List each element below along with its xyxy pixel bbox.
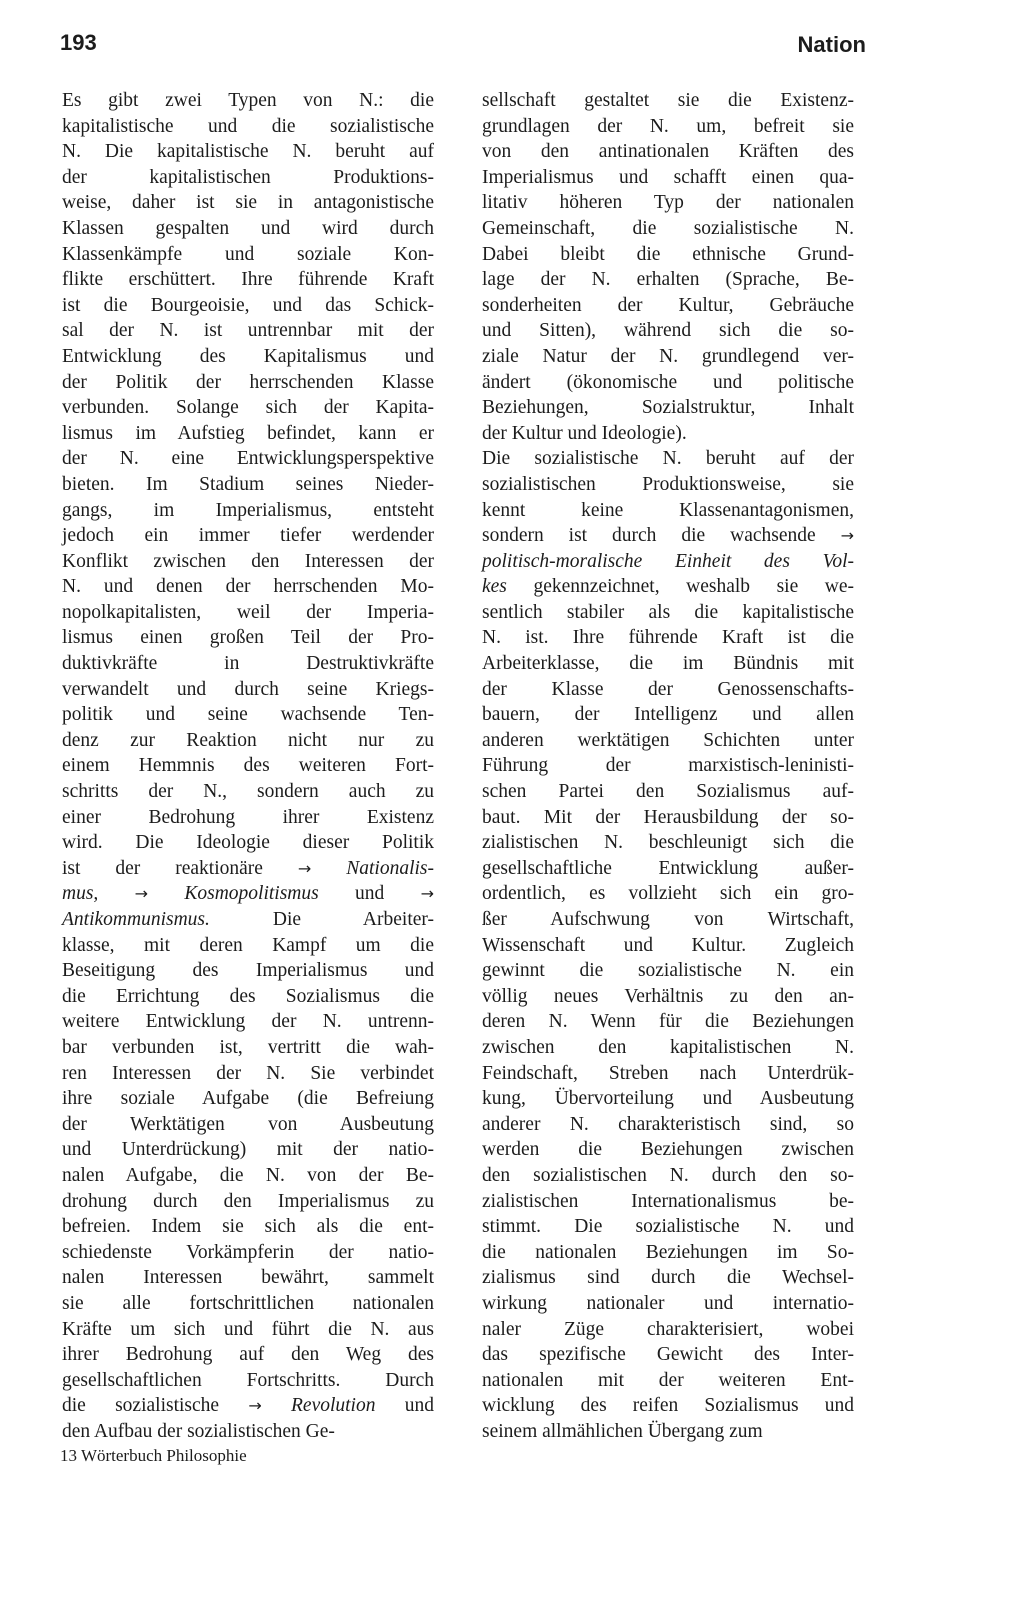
right-column-line: nationalen mit der weiteren Ent- (482, 1369, 854, 1391)
left-column-line: wird. Die Ideologie dieser Politik (62, 832, 434, 854)
right-column-line: lage der N. erhalten (Sprache, Be- (482, 269, 854, 291)
left-column-line: N. und denen der herrschenden Mo- (62, 576, 434, 598)
left-column-line: den Aufbau der sozialistischen Ge- (62, 1420, 335, 1442)
right-column-line: politisch-moralische Einheit des Vol- (482, 550, 854, 572)
right-column-line: das spezifische Gewicht des Inter- (482, 1344, 854, 1366)
right-column-line: kung, Übervorteilung und Ausbeutung (482, 1088, 854, 1110)
left-column-line: flikte erschüttert. Ihre führende Kraft (62, 269, 434, 291)
right-column-line: gewinnt die sozialistische N. ein (482, 960, 854, 982)
left-column-line: einer Bedrohung ihrer Existenz (62, 806, 434, 828)
right-column-line: sellschaft gestaltet sie die Existenz- (482, 90, 854, 111)
right-column-line: bauern, der Intelligenz und allen (482, 704, 854, 726)
right-column-line: naler Züge charakterisiert, wobei (482, 1318, 854, 1340)
left-column-line: schritts der N., sondern auch zu (62, 781, 434, 803)
left-column-line: weitere Entwicklung der N. untrenn- (62, 1011, 434, 1033)
left-column-line: der N. eine Entwicklungsperspektive (62, 448, 434, 470)
right-column-line: anderen werktätigen Schichten unter (482, 729, 854, 751)
left-column (62, 88, 434, 1444)
left-column-line: befreien. Indem sie sich als die ent- (62, 1216, 434, 1238)
right-column-line: ßer Aufschwung von Wirtschaft, (482, 909, 854, 930)
right-column-line: zialistischen Internationalismus be- (482, 1190, 854, 1212)
right-column-line: grundlagen der N. um, befreit sie (482, 115, 854, 137)
left-column-line: sal der N. ist untrennbar mit der (62, 320, 434, 342)
right-column-line: kes gekennzeichnet, weshalb sie we- (482, 576, 854, 598)
right-column-line: seinem allmählichen Übergang zum (482, 1420, 763, 1442)
right-column-line: sondern ist durch die wachsende → (482, 525, 854, 547)
left-column-line: der kapitalistischen Produktions- (62, 166, 434, 188)
right-column-line: schen Partei den Sozialismus auf- (482, 781, 854, 803)
left-column-line: mus, → Kosmopolitismus und → (62, 883, 435, 905)
right-column-line: litativ höheren Typ der nationalen (482, 192, 854, 214)
right-column-line: sozialistischen Produktionsweise, sie (482, 473, 854, 495)
left-column-line: ihrer Bedrohung auf den Weg des (62, 1344, 434, 1366)
left-column-line: duktivkräfte in Destruktivkräfte (62, 653, 434, 675)
right-column-line: anderer N. charakteristisch sind, so (482, 1113, 854, 1135)
right-column-line: deren N. Wenn für die Beziehungen (482, 1011, 854, 1033)
left-column-line: lismus im Aufstieg befindet, kann er (62, 422, 434, 444)
left-column-line: gangs, im Imperialismus, entsteht (62, 499, 434, 521)
right-column-line: Arbeiterklasse, die im Bündnis mit (482, 653, 854, 675)
right-column-line: der Klasse der Genossenschafts- (482, 678, 854, 700)
left-column-line: verwandelt und durch seine Kriegs- (62, 678, 434, 700)
left-column-line: die sozialistische → Revolution und (62, 1395, 434, 1417)
right-column-line: Gemeinschaft, die sozialistische N. (482, 217, 854, 239)
right-column (482, 88, 854, 1444)
left-column-line: nalen Interessen bewährt, sammelt (62, 1267, 434, 1289)
left-column-line: Klassenkämpfe und soziale Kon- (62, 243, 434, 265)
footer-signature: 13 Wörterbuch Philosophie (60, 1446, 247, 1465)
left-column-line: drohung durch den Imperialismus zu (62, 1190, 434, 1212)
left-column-line: Beseitigung des Imperialismus und (62, 960, 434, 982)
left-column-line: nalen Aufgabe, die N. von der Be- (62, 1164, 434, 1186)
left-column-line: kapitalistische und die sozialistische (62, 115, 434, 137)
right-column-line: zialismus sind durch die Wechsel- (482, 1267, 854, 1289)
left-column-line: Kräfte um sich und führt die N. aus (62, 1318, 434, 1340)
right-column-line: ordentlich, es vollzieht sich ein gro- (482, 883, 854, 905)
left-column-line: und Unterdrückung) mit der natio- (62, 1139, 434, 1161)
left-column-line: nopolkapitalisten, weil der Imperia- (62, 601, 434, 623)
right-column-line: Beziehungen, Sozialstruktur, Inhalt (482, 397, 854, 419)
right-column-line: stimmt. Die sozialistische N. und (482, 1216, 854, 1238)
right-column-line: zialistischen N. beschleunigt sich die (482, 832, 854, 854)
left-column-line: einem Hemmnis des weiteren Fort- (62, 755, 434, 777)
right-column-line: sonderheiten der Kultur, Gebräuche (482, 294, 854, 316)
right-column-line: gesellschaftliche Entwicklung außer- (482, 857, 854, 879)
left-column-line: weise, daher ist sie in antagonistische (62, 192, 434, 214)
right-column-line: ändert (ökonomische und politische (482, 371, 854, 393)
left-column-line: ist der reaktionäre → Nationalis- (62, 857, 434, 879)
right-column-line: Imperialismus und schafft einen qua- (482, 166, 854, 188)
right-column-line: den sozialistischen N. durch den so- (482, 1164, 854, 1186)
left-column-line: verbunden. Solange sich der Kapita- (62, 397, 434, 419)
left-column-line: bieten. Im Stadium seines Nieder- (62, 473, 434, 495)
right-column-line: Wissenschaft und Kultur. Zugleich (482, 934, 854, 956)
left-column-line: der Politik der herrschenden Klasse (62, 371, 434, 393)
left-column-line: ist die Bourgeoisie, und das Schick- (62, 294, 434, 316)
left-column-line: politik und seine wachsende Ten- (62, 704, 434, 726)
left-column-line: N. Die kapitalistische N. beruht auf (62, 141, 434, 163)
left-column-line: denz zur Reaktion nicht nur zu (62, 729, 434, 751)
left-column-line: ihre soziale Aufgabe (die Befreiung (62, 1088, 434, 1110)
left-column-line: die Errichtung des Sozialismus die (62, 985, 434, 1007)
right-column-line: von den antinationalen Kräften des (482, 141, 854, 163)
left-column-line: Konflikt zwischen den Interessen der (62, 550, 434, 572)
left-column-line: der Werktätigen von Ausbeutung (62, 1113, 434, 1135)
left-column-line: sie alle fortschrittlichen nationalen (62, 1292, 434, 1314)
right-column-line: wirkung nationaler und internatio- (482, 1292, 854, 1314)
right-column-line: baut. Mit der Herausbildung der so- (482, 806, 854, 828)
left-column-line: Antikommunismus. Die Arbeiter- (62, 909, 434, 930)
running-head: Nation (797, 32, 866, 57)
right-column-line: kennt keine Klassenantagonismen, (482, 499, 854, 521)
right-column-line: die nationalen Beziehungen im So- (482, 1241, 854, 1263)
right-column-line: Führung der marxistisch-leninisti- (482, 755, 854, 777)
right-column-line: Die sozialistische N. beruht auf der (482, 448, 854, 470)
left-column-line: Es gibt zwei Typen von N.: die (62, 90, 434, 111)
right-column-line: wicklung des reifen Sozialismus und (482, 1395, 854, 1417)
left-column-line: Entwicklung des Kapitalismus und (62, 345, 434, 367)
right-column-line: und Sitten), während sich die so- (482, 320, 854, 342)
right-column-line: ziale Natur der N. grundlegend ver- (482, 345, 854, 367)
right-column-line: werden die Beziehungen zwischen (482, 1139, 854, 1161)
left-column-line: schiedenste Vorkämpferin der natio- (62, 1241, 434, 1263)
left-column-line: gesellschaftlichen Fortschritts. Durch (62, 1369, 434, 1391)
right-column-line: zwischen den kapitalistischen N. (482, 1036, 854, 1058)
left-column-line: lismus einen großen Teil der Pro- (62, 627, 434, 649)
left-column-line: ren Interessen der N. Sie verbindet (62, 1062, 434, 1084)
page-number: 193 (60, 30, 97, 55)
right-column-line: der Kultur und Ideologie). (482, 422, 687, 444)
right-column-line: N. ist. Ihre führende Kraft ist die (482, 627, 854, 649)
right-column-line: sentlich stabiler als die kapitalistische (482, 601, 854, 623)
left-column-line: bar verbunden ist, vertritt die wah- (62, 1036, 434, 1058)
left-column-line: jedoch ein immer tiefer werdender (62, 525, 434, 547)
right-column-line: Dabei bleibt die ethnische Grund- (482, 243, 854, 265)
left-column-line: Klassen gespalten und wird durch (62, 217, 434, 239)
left-column-line: klasse, mit deren Kampf um die (62, 934, 434, 956)
right-column-line: Feindschaft, Streben nach Unterdrük- (482, 1062, 854, 1084)
right-column-line: völlig neues Verhältnis zu den an- (482, 985, 854, 1007)
